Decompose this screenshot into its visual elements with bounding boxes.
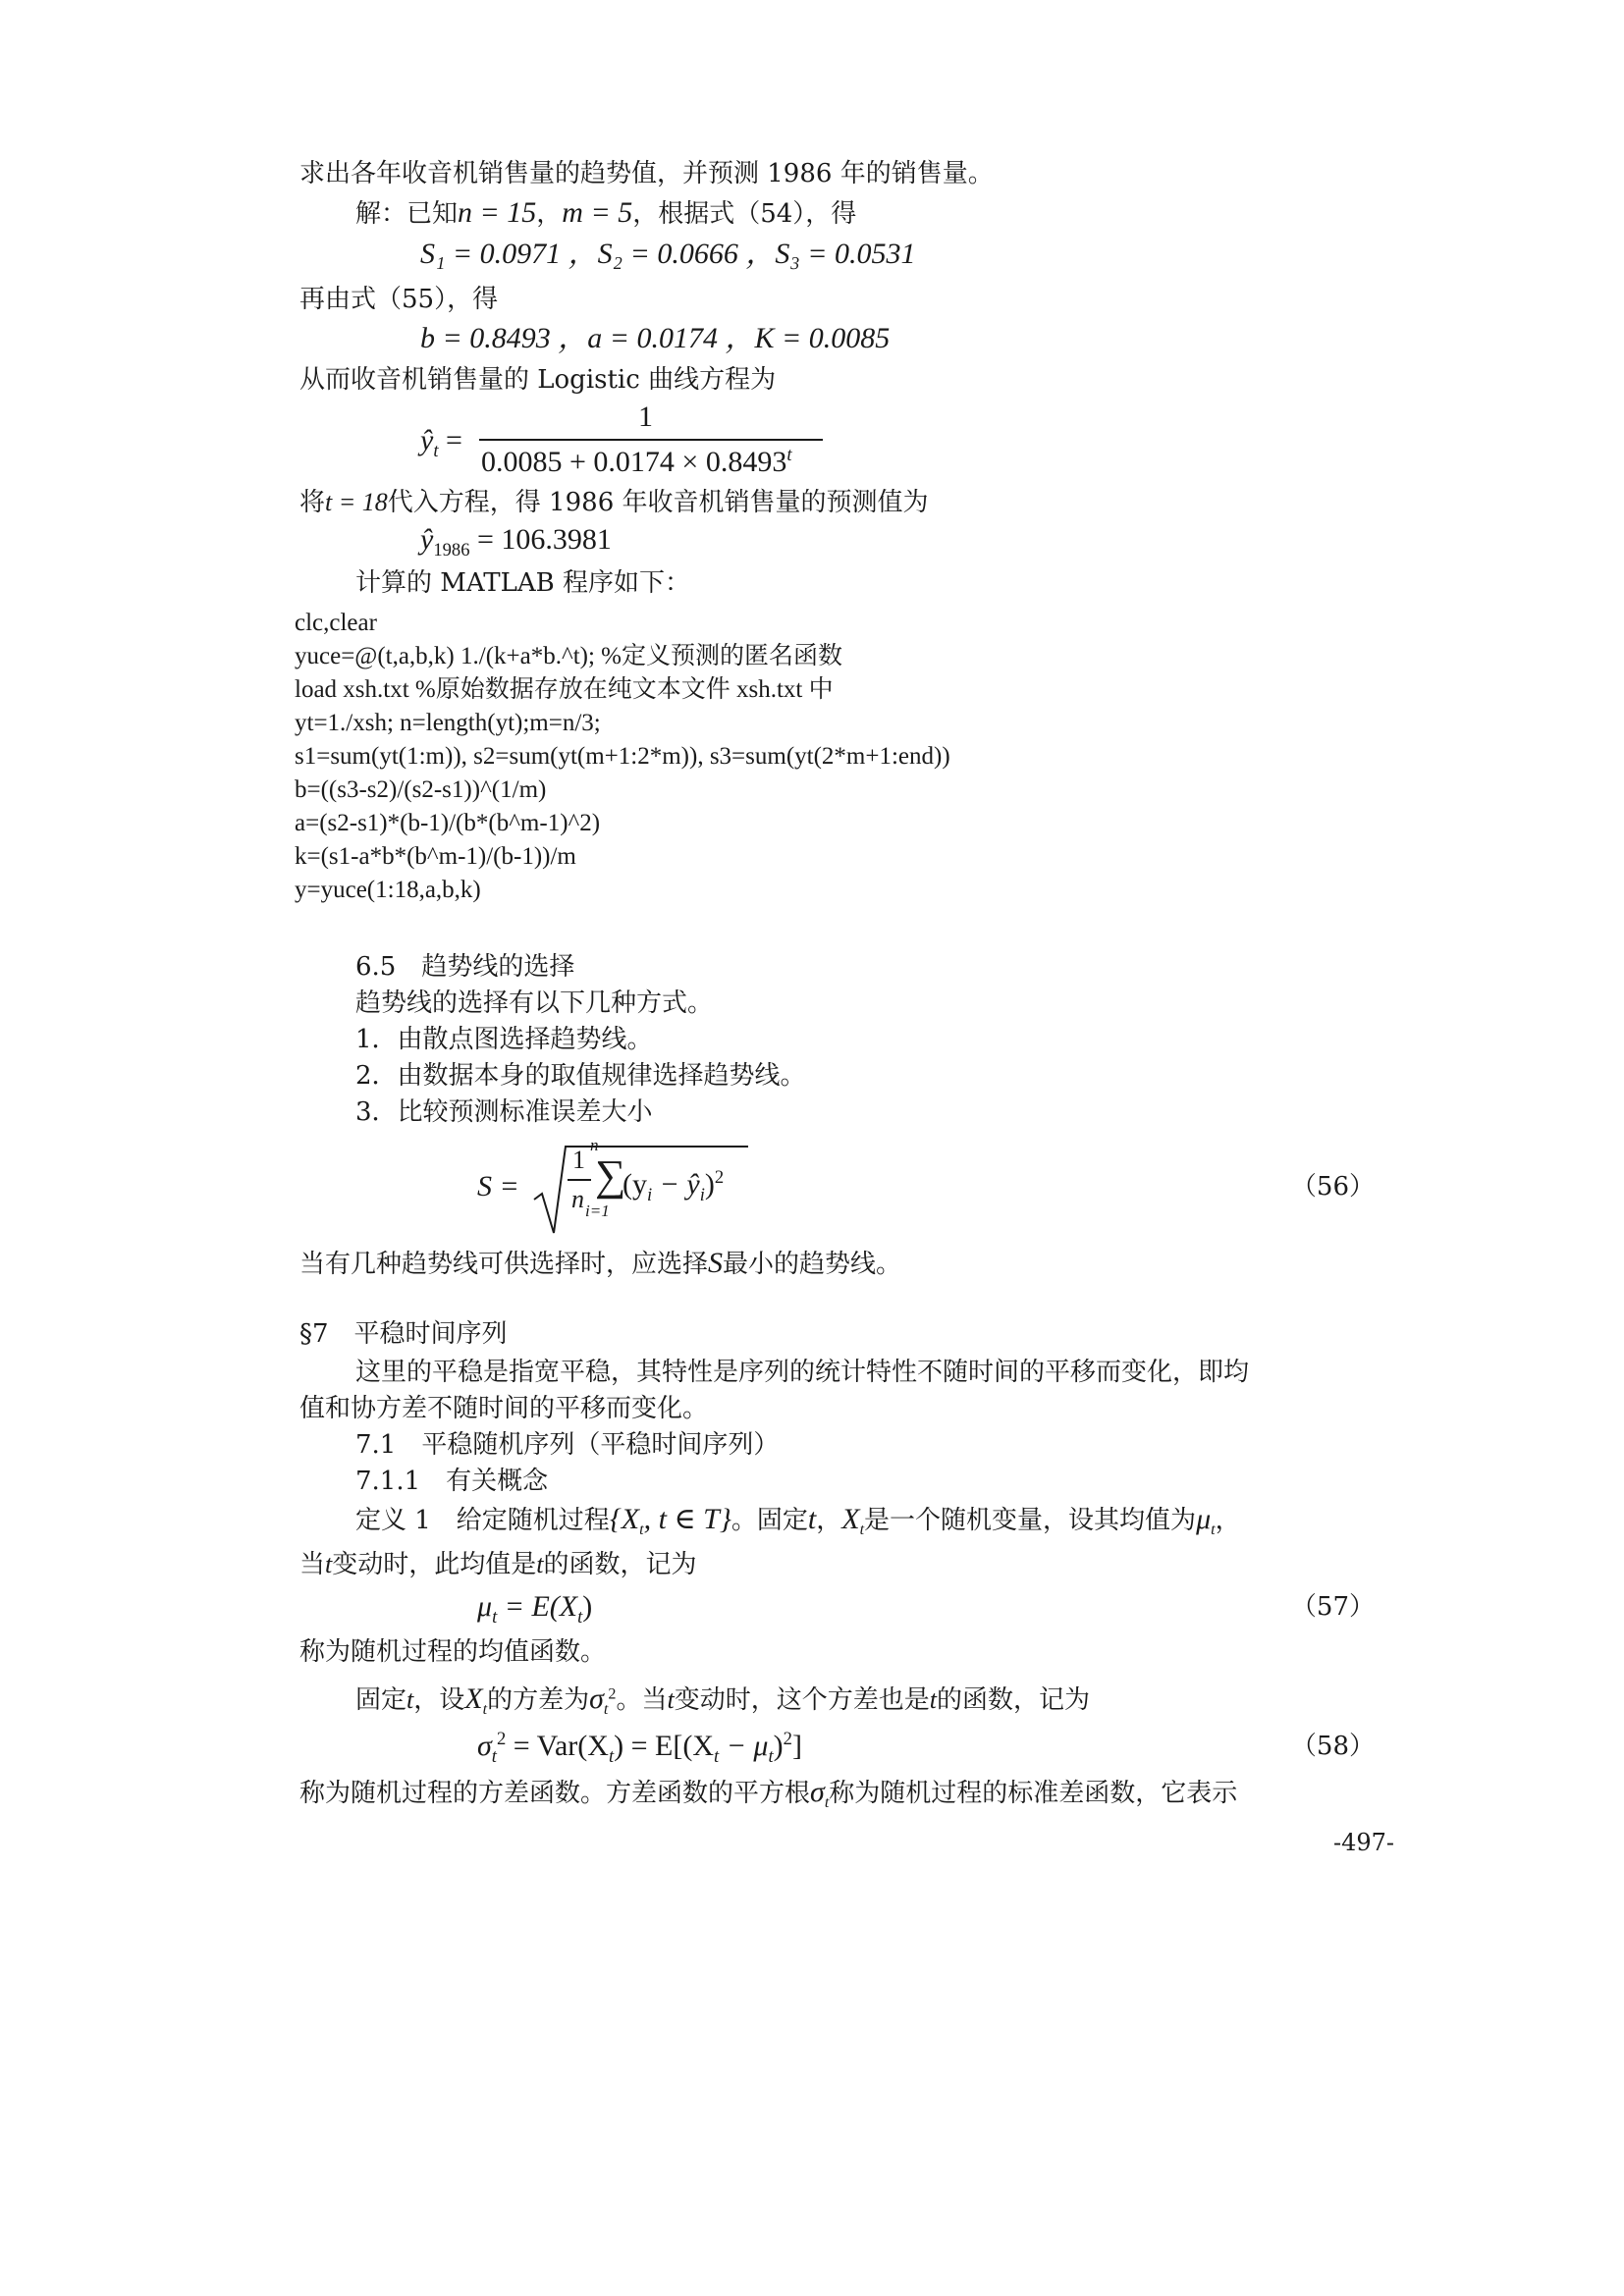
equation-number: （58）	[1290, 1732, 1375, 1761]
code-line: a=(s2-s1)*(b-1)/(b*(b^m-1)^2)	[295, 810, 601, 836]
text-line: 当t变动时，此均值是t的函数，记为	[299, 1550, 697, 1579]
subsection-heading: 7.1 平稳随机序列（平稳时间序列）	[355, 1430, 780, 1460]
prediction-formula: $ŷ_{1986} = 106.3981$	[420, 523, 612, 561]
list-item: 1．由散点图选择趋势线。	[355, 1025, 653, 1054]
fraction-bar	[479, 439, 823, 441]
equation-number: （56）	[1290, 1172, 1375, 1201]
code-line: s1=sum(yt(1:m)), s2=sum(yt(m+1:2*m)), s3=sum(yt(2*m+1:end))	[295, 743, 950, 770]
fraction-numerator: 1	[638, 400, 653, 433]
subsection-heading: 7.1.1 有关概念	[355, 1467, 549, 1496]
code-line: k=(s1-a*b*(b^m-1)/(b-1))/m	[295, 843, 576, 870]
s-values-formula: S₁ = 0.0971 ，S₂ = 0.0666 ，S₃ = 0.0531	[420, 238, 916, 270]
summation-symbol: ∑	[595, 1151, 626, 1200]
code-line: clc,clear	[295, 610, 377, 636]
text-line: 当有几种趋势线可供选择时，应选择S最小的趋势线。	[299, 1247, 902, 1279]
text-line: 固定t，设$X_t$的方差为$\sigma_t^2$。当t变动时，这个方差也是t的函数，记为	[355, 1682, 1090, 1719]
paragraph-line: 这里的平稳是指宽平稳，其特性是序列的统计特性不随时间的平移而变化，即均	[355, 1358, 1250, 1387]
document-page: 求出各年收音机销售量的趋势值，并预测 1986 年的销售量。 解：已知n = 15，m = 5，根据式（54），得 S₁ = 0.0971 ，S₂ = 0.0666 ，S₃ = 0.0531 再由式（55），得 b = 0.8493 ，a = 0.0174 ，K = 0.0085 从而收音机销售量的 Logistic 曲线方程为 $ŷ_t$ = 1 $0.0085 + 0.0174 \times 0.8493^t$ 将t = 18代入方程，得 1986 年收音机销售量的预测值为 $ŷ_{1986} = 106.3981$ 计算的 MATLAB 程序如下： clc,clear yuce=@(t,a,b,k) 1./(k+a*b.^t); %定义预测的匿名函数 load xsh.txt %原始数据存放在纯文本文件 xsh.txt 中 yt=1./xsh; n=length(yt);m=n/3; s1=sum(yt(1:m)), s2=sum(yt(m+1:2*m)), s3=sum(yt(2*m+1:end)) b=((s3-s2)/(s2-s1))^(1/m) a=(s2-s1)*(b-1)/(b*(b^m-1)^2) k=(s1-a*b*(b^m-1)/(b-1))/m y=yuce(1:18,a,b,k) 6.5 趋势线的选择 趋势线的选择有以下几种方式。 1．由散点图选择趋势线。 2．由数据本身的取值规律选择趋势线。 3．比较预测标准误差大小 S = 1 n n ∑ i=1 ($y_i$ − $ŷ_i)^2$ （56） 当有几种趋势线可供选择时，应选择S最小的趋势线。 §7 平稳时间序列 这里的平稳是指宽平稳，其特性是序列的统计特性不随时间的平移而变化，即均 值和协方差不随时间的平移而变化。 7.1 平稳随机序列（平稳时间序列） 7.1.1 有关概念 定义 1 给定随机过程{$X_t$, t ∈ T}。固定t，$X_t$是一个随机变量，设其均值为$\mu_t$， 当t变动时，此均值是t的函数，记为 $\mu_t = E(X_t)$ （57） 称为随机过程的均值函数。 固定t，设$X_t$的方差为$\sigma_t^2$。当t变动时，这个方差也是t的函数，记为 $\sigma_t^2 = Var(X_t) = E[(X_t - \mu_t)^2]$ （58） 称为随机过程的方差函数。方差函数的平方根$\sigma_t$称为随机过程的标准差函数，它表示 -497-	[0, 0, 1624, 2296]
code-line: load xsh.txt %原始数据存放在纯文本文件 xsh.txt 中	[295, 676, 834, 703]
solution-line: 解：已知n = 15，m = 5，根据式（54），得	[355, 196, 857, 229]
section-heading: §7 平稳时间序列	[299, 1319, 508, 1349]
section-heading: 6.5 趋势线的选择	[355, 952, 575, 982]
code-line: y=yuce(1:18,a,b,k)	[295, 877, 481, 903]
text-line: 求出各年收音机销售量的趋势值，并预测 1986 年的销售量。	[299, 159, 994, 188]
definition-line: 定义 1 给定随机过程{$X_t$, t ∈ T}。固定t，$X_t$是一个随机变量，设其均值为$\mu_t$，	[355, 1503, 1241, 1539]
parameter-values-formula: b = 0.8493 ，a = 0.0174 ，K = 0.0085	[420, 322, 891, 354]
text-line: 称为随机过程的方差函数。方差函数的平方根$\sigma_t$称为随机过程的标准差函数，它表示	[299, 1776, 1238, 1812]
code-line: yuce=@(t,a,b,k) 1./(k+a*b.^t); %定义预测的匿名函数	[295, 643, 842, 669]
text-line: 将t = 18代入方程，得 1986 年收音机销售量的预测值为	[299, 488, 929, 517]
text-line: 称为随机过程的均值函数。	[299, 1637, 607, 1667]
list-item: 2．由数据本身的取值规律选择趋势线。	[355, 1061, 806, 1091]
text-line: 计算的 MATLAB 程序如下：	[355, 568, 690, 598]
fraction-denominator: $0.0085 + 0.0174 \times 0.8493^t$	[481, 445, 792, 478]
paragraph-line: 值和协方差不随时间的平移而变化。	[299, 1394, 709, 1423]
code-line: b=((s3-s2)/(s2-s1))^(1/m)	[295, 776, 547, 803]
list-item: 3．比较预测标准误差大小	[355, 1097, 653, 1127]
code-line: yt=1./xsh; n=length(yt);m=n/3;	[295, 710, 601, 736]
page-number: -497-	[1333, 1829, 1395, 1856]
text-line: 从而收音机销售量的 Logistic 曲线方程为	[299, 365, 777, 395]
equation-number: （57）	[1290, 1592, 1375, 1622]
text-line: 趋势线的选择有以下几种方式。	[355, 988, 714, 1018]
text-line: 再由式（55），得	[299, 285, 499, 314]
